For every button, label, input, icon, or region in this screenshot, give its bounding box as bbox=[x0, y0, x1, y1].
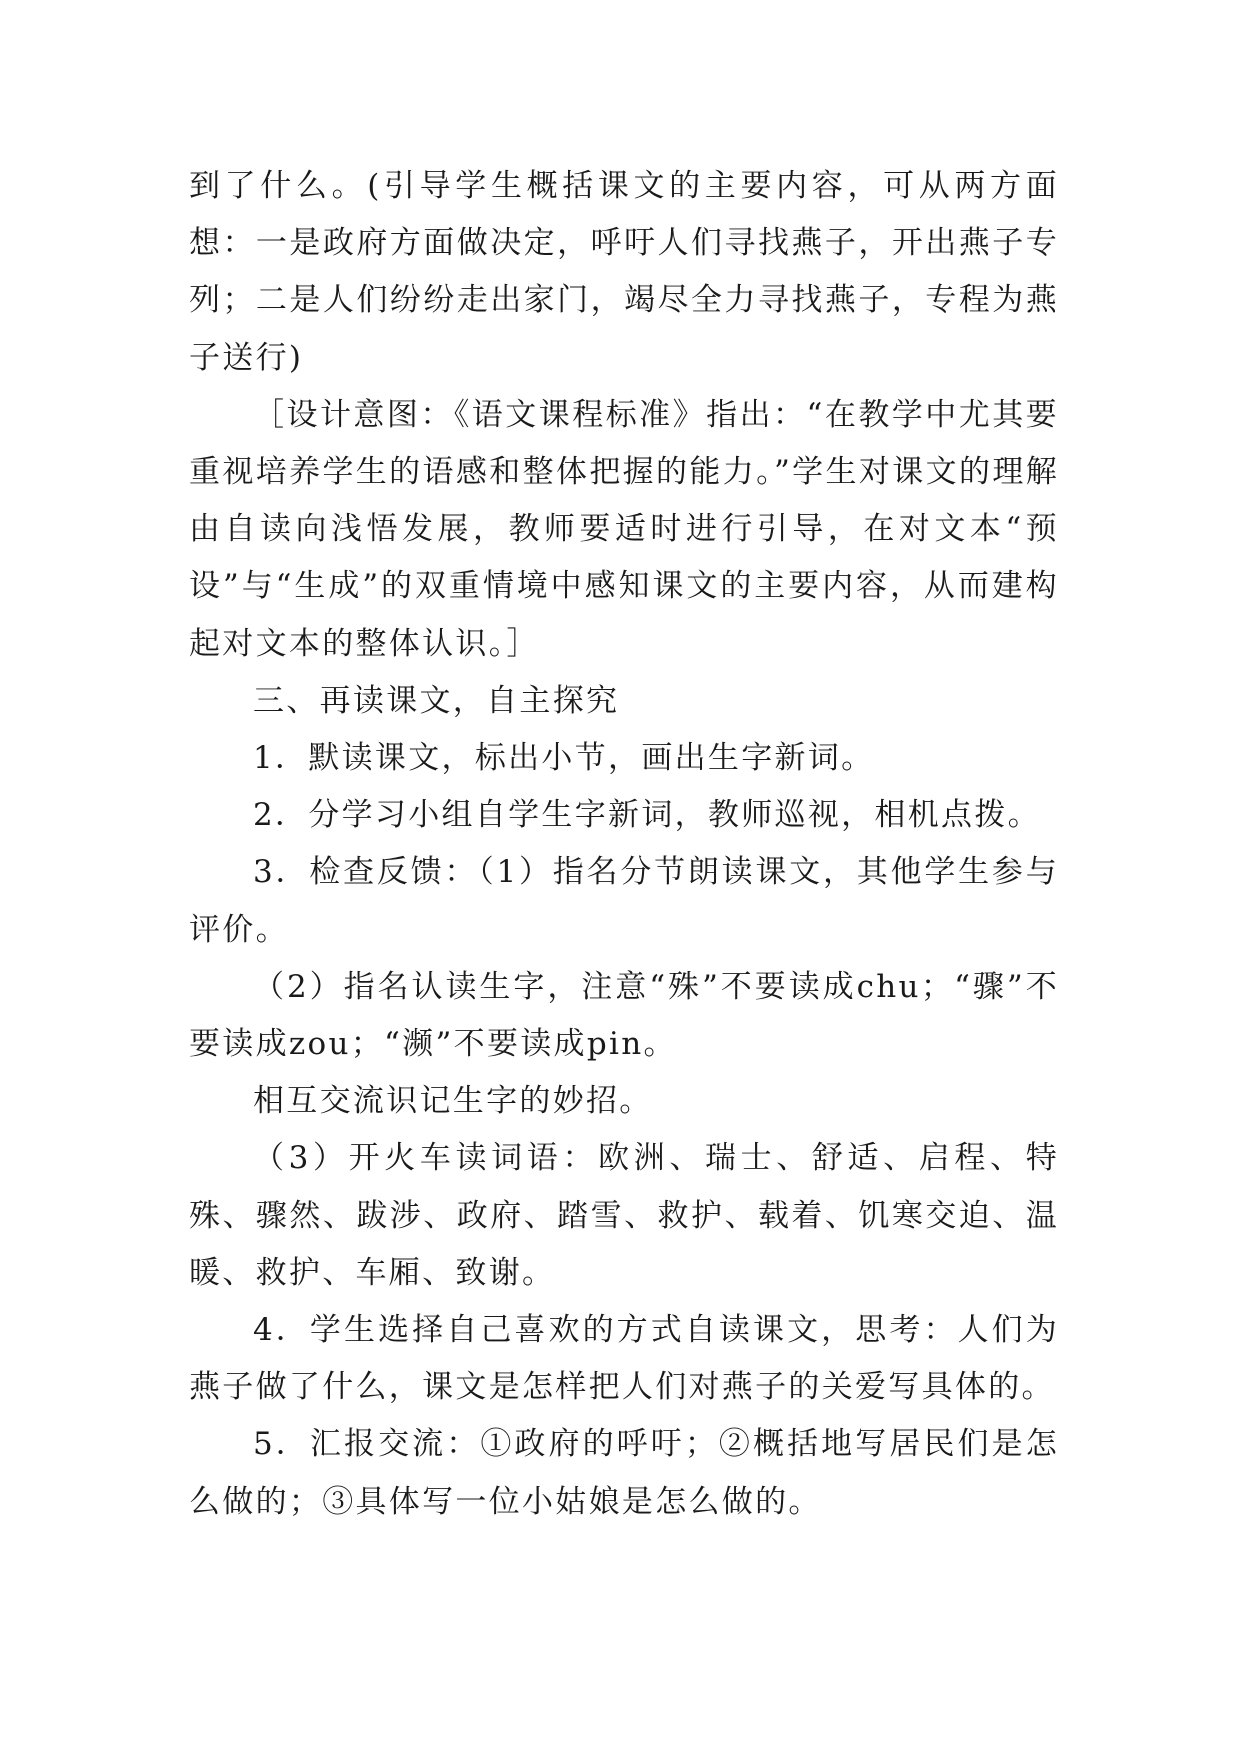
section-heading-reread: 三、再读课文，自主探究 bbox=[253, 682, 620, 719]
step-2: 2．分学习小组自学生字新词，教师巡视，相机点拨。 bbox=[253, 797, 1041, 834]
step-1: 1．默读课文，标出小节，画出生字新词。 bbox=[253, 740, 875, 777]
paragraph-summary-guidance: 到了什么。(引导学生概括课文的主要内容，可从两方面想：一是政府方面做决定，呼吁人们寻找燕子，开出燕子专列；二是人们纷纷走出家门，竭尽全力寻找燕子，专程为燕子送行) bbox=[189, 168, 1059, 376]
step-3: 3．检查反馈：（1）指名分节朗读课文，其他学生参与评价。 bbox=[189, 854, 1059, 948]
step-3-exchange: 相互交流识记生字的妙招。 bbox=[253, 1083, 653, 1120]
step-3-part-3: （3）开火车读词语：欧洲、瑞士、舒适、启程、特殊、骤然、跋涉、政府、踏雪、救护、载着、饥寒交迫、温暖、救护、车厢、致谢。 bbox=[189, 1140, 1059, 1291]
step-3-part-2: （2）指名认读生字，注意“殊”不要读成chu；“骤”不要读成zou；“濒”不要读成pin。 bbox=[189, 968, 1059, 1063]
paragraph-design-intent: ［设计意图：《语文课程标准》指出：“在教学中尤其要重视培养学生的语感和整体把握的能力。”学生对课文的理解由自读向浅悟发展，教师要适时进行引导，在对文本“预设”与“生成”的双重情境中感知课文的主要内容，从而建构起对文本的整体认识。］ bbox=[189, 396, 1059, 662]
step-5: 5．汇报交流：①政府的呼吁；②概括地写居民们是怎么做的；③具体写一位小姑娘是怎么做的。 bbox=[189, 1426, 1059, 1520]
document-page bbox=[189, 158, 1059, 1531]
step-4: 4．学生选择自己喜欢的方式自读课文，思考：人们为燕子做了什么，课文是怎样把人们对燕子的关爱写具体的。 bbox=[189, 1312, 1059, 1406]
